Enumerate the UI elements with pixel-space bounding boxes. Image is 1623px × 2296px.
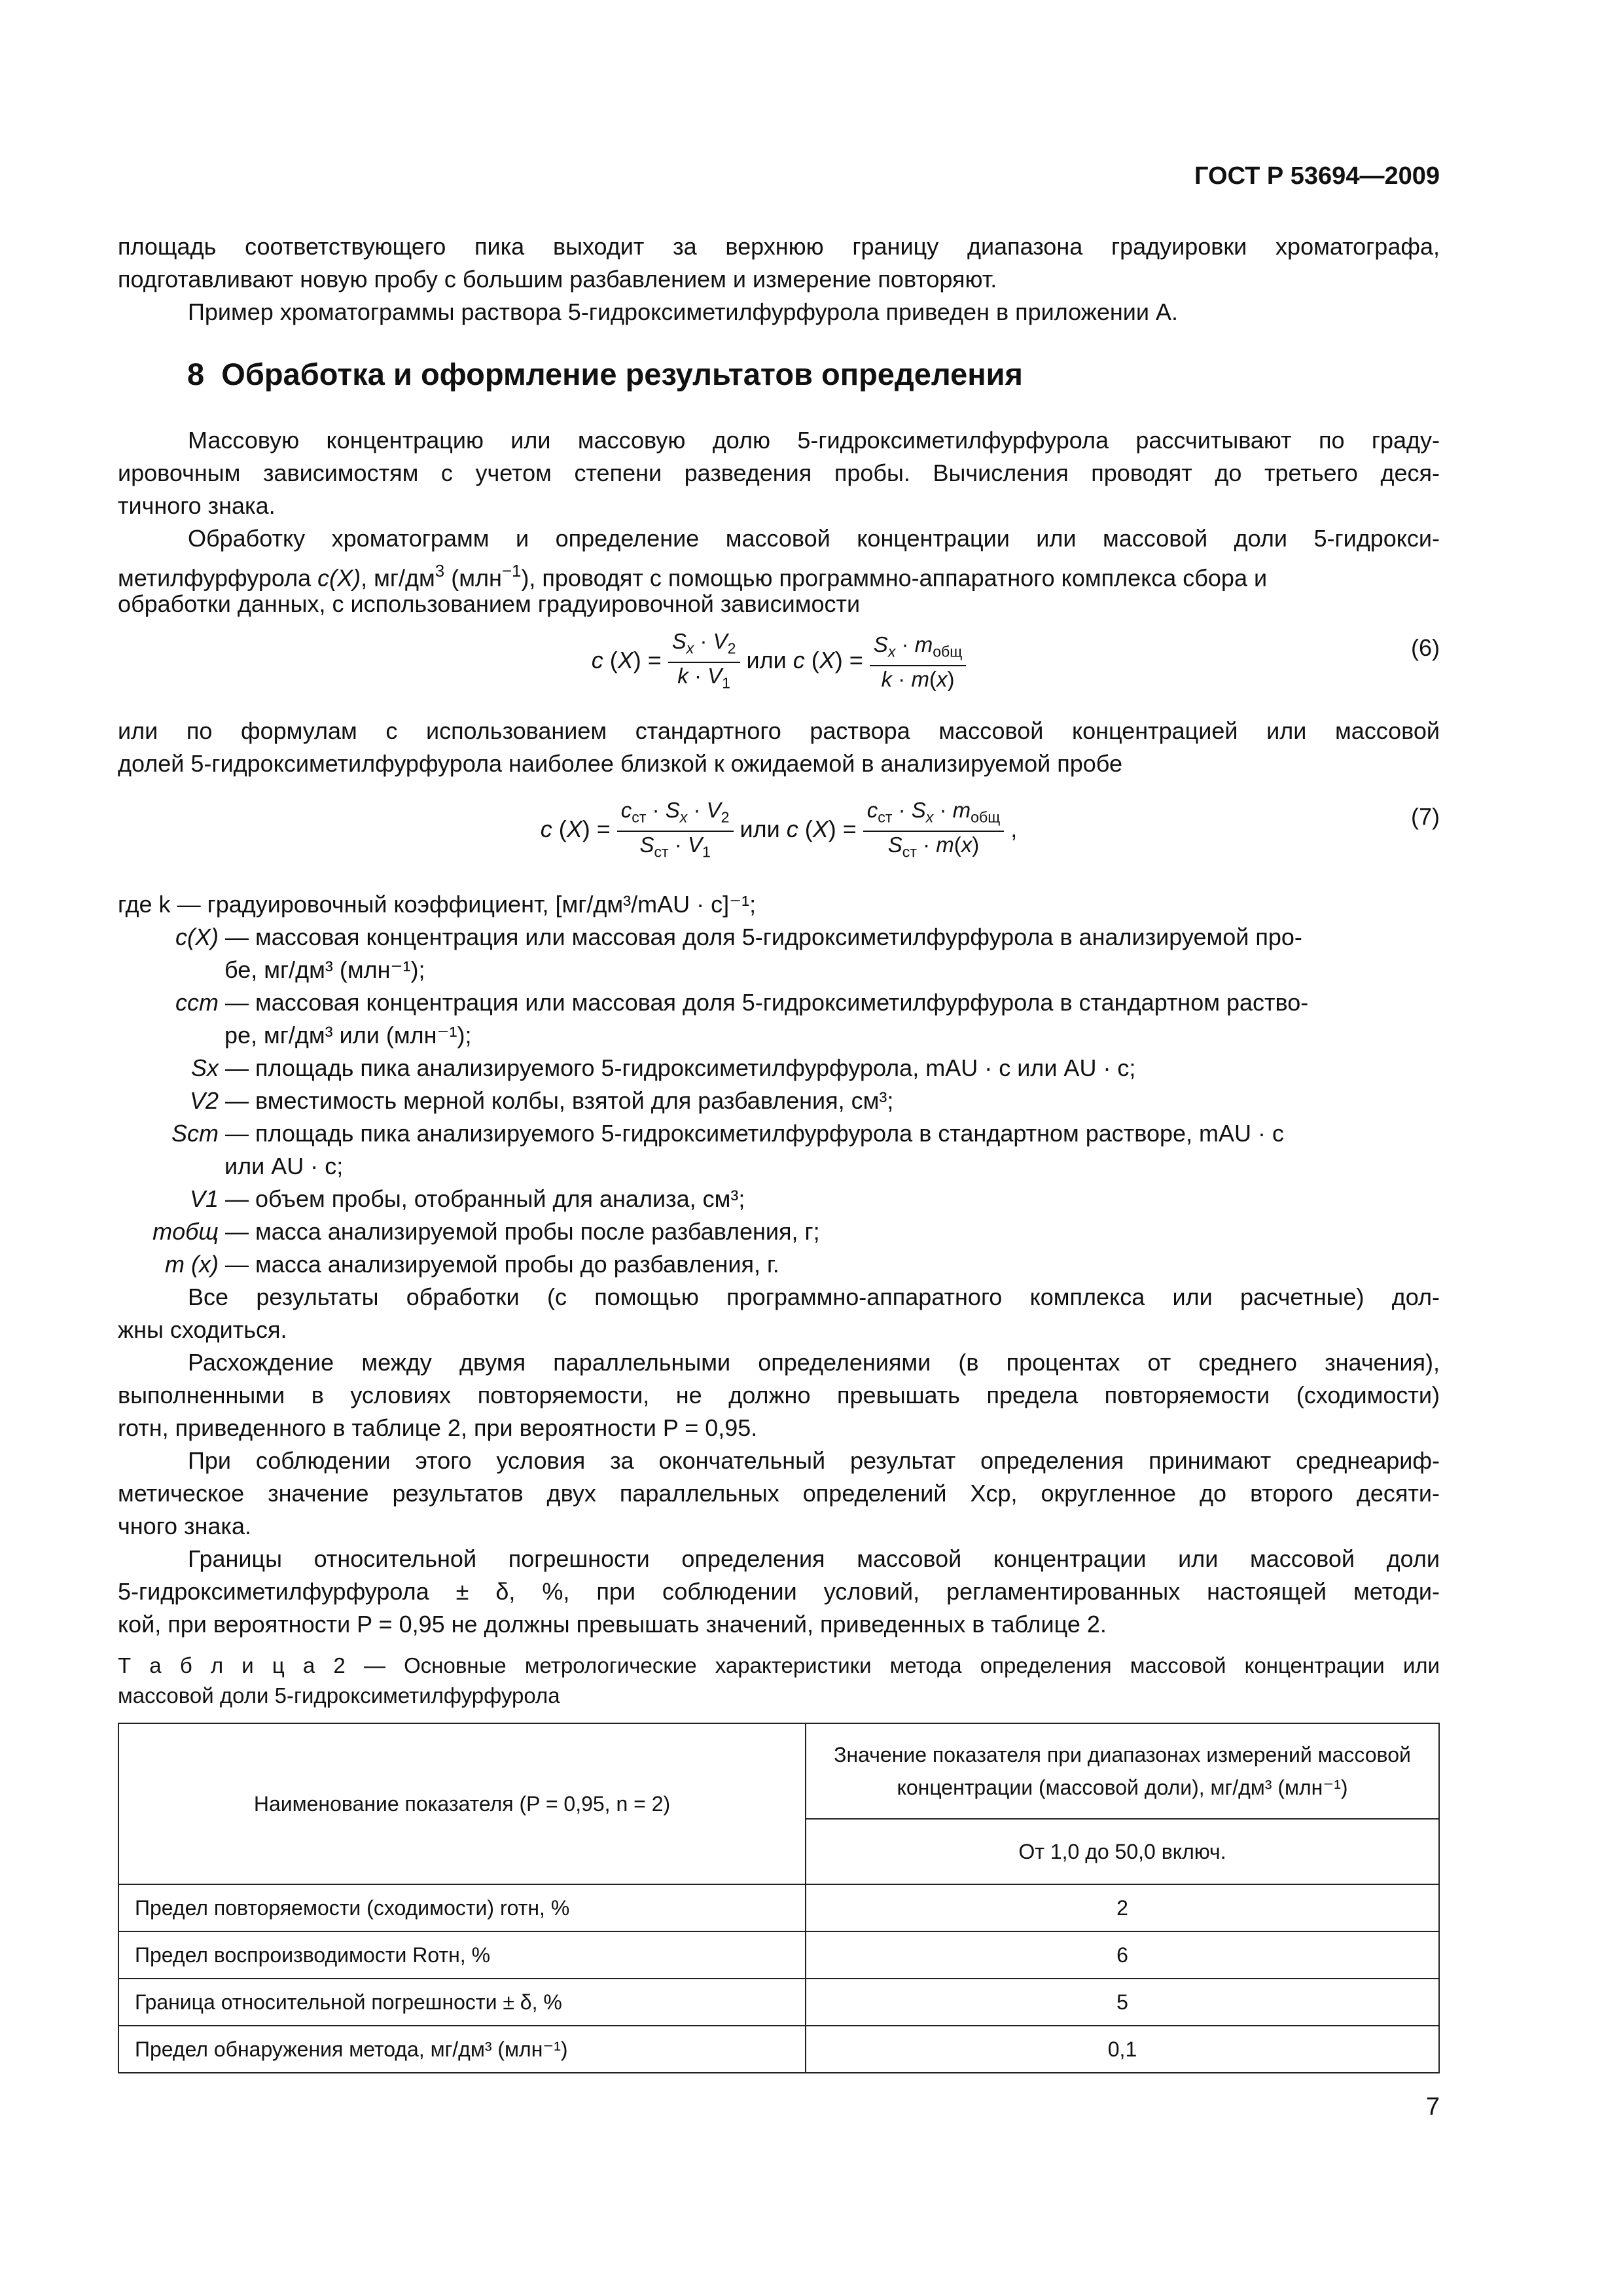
formula-number: (6) — [1411, 634, 1440, 661]
text-line: метилфурфурола c(X), $мг/дм^3$ (млн$^{-1}$), проводят с помощью программно-аппаратного комплекса сбора и — [118, 562, 1268, 592]
table-cell: Предел обнаружения метода, мг/дм³ (млн⁻¹) — [118, 2026, 806, 2073]
legend-text: — масса анализируемой пробы после разбавления, г; — [225, 1218, 820, 1245]
text-line: Т а б л и ц а 2 — Основные метрологические характеристики метода определения массовой концентрации или — [118, 1653, 1440, 1677]
paragraph — [118, 715, 1440, 780]
text-line: При соблюдении этого условия за окончательный результат определения принимают среднеариф- — [188, 1447, 1440, 1474]
paragraph — [118, 1346, 1440, 1444]
text-line: 5-гидроксиметилфурфурола ± δ, %, при соблюдении условий, регламентированных настоящей методи- — [118, 1578, 1440, 1605]
text-line: тичного знака. — [118, 492, 276, 519]
table-header-cell — [806, 1723, 1439, 1819]
table-row — [118, 2026, 1439, 2073]
paragraph — [118, 1444, 1440, 1543]
text-line: Обработку хроматограмм и определение массовой концентрации или массовой доли 5-гидрокси- — [188, 525, 1440, 552]
table-row — [118, 1884, 1439, 1931]
section-title: 8 Обработка и оформление результатов определения — [187, 357, 1023, 391]
text-span: , мг/дм — [361, 564, 435, 592]
legend-symbol: Sст — [171, 1120, 219, 1147]
legend-continuation: или AU · с; — [224, 1153, 344, 1179]
formula-connector: или — [740, 816, 780, 843]
legend-text: — площадь пика анализируемого 5-гидроксиметилфурфурола в стандартном растворе, mAU · с — [225, 1120, 1285, 1147]
legend-text: — градуировочный коэффициент, [мг/дм³/mAU · с]⁻¹; — [177, 891, 757, 918]
text-span: (млн — [444, 564, 502, 592]
text-line: долей 5-гидроксиметилфурфурола наиболее близкой к ожидаемой в анализируемой пробе — [118, 750, 1123, 777]
legend-item — [118, 1052, 1440, 1085]
paragraph — [118, 1281, 1440, 1346]
metrology-table — [118, 1723, 1440, 2073]
symbol-cx: c(X) — [317, 564, 361, 592]
table-cell: 5 — [806, 1979, 1439, 2026]
document-standard-number: ГОСТ Р 53694—2009 — [1194, 162, 1440, 190]
legend-text: — вместимость мерной колбы, взятой для разбавления, см³; — [225, 1087, 894, 1114]
text-line: ировочным зависимостям с учетом степени разведения пробы. Вычисления проводят до третьего деся- — [118, 459, 1440, 486]
page-number: 7 — [1425, 2093, 1440, 2121]
legend-text: — объем пробы, отобранный для анализа, см³; — [225, 1185, 745, 1212]
text-line: жны сходиться. — [118, 1316, 287, 1343]
legend-text: — массовая концентрация или массовая доля 5-гидроксиметилфурфурола в анализируемой про- — [225, 924, 1302, 950]
text-span: метилфурфурола — [118, 564, 312, 592]
formula-number: (7) — [1411, 803, 1440, 830]
legend-continuation: ре, мг/дм³ или (млн⁻¹); — [224, 1022, 472, 1049]
legend-symbol: V2 — [189, 1087, 219, 1114]
legend-item — [118, 888, 1440, 921]
legend-item — [118, 1215, 1440, 1248]
paragraph — [118, 1543, 1440, 1641]
fraction: $\frac{S_x \cdot m_{общ}}{k \cdot m(x)}$ — [870, 632, 966, 692]
table-row — [118, 1931, 1439, 1979]
formula-connector: или — [746, 647, 787, 674]
legend-symbol: m (x) — [165, 1251, 219, 1278]
table-header-cell: Наименование показателя (P = 0,95, n = 2) — [118, 1723, 806, 1884]
table-cell: Предел повторяемости (сходимости) rотн, % — [118, 1884, 806, 1931]
table-row — [118, 1979, 1439, 2026]
fraction: $\frac{c_{ст} \cdot S_x \cdot V_2}{S_{ст} \cdot V_1}$ — [617, 797, 734, 865]
text-line: выполненными в условиях повторяемости, не должно превышать предела повторяемости (сходимости) — [118, 1382, 1440, 1408]
legend-symbol: cст — [175, 989, 219, 1016]
intro-paragraph — [118, 230, 1440, 329]
legend-text: — массовая концентрация или массовая доля 5-гидроксиметилфурфурола в стандартном раство- — [225, 989, 1309, 1016]
text-line: кой, при вероятности P = 0,95 не должны превышать значений, приведенных в таблице 2. — [118, 1611, 1107, 1638]
legend-symbol: c(X) — [175, 924, 219, 950]
header-line: Значение показателя при диапазонах измерений массовой — [834, 1743, 1411, 1767]
text-line: метическое значение результатов двух параллельных определений Xср, округленное до второго десяти- — [118, 1480, 1440, 1507]
formula-7: c (X) = $\frac{c_{ст} \cdot S_x \cdot V_2}{S_{ст} \cdot V_1}$ или c (X) = $\frac{c_{ст} \cdot S_x \cdot m_{общ}}{S_{ст} \cdot m(x)}$ , — [118, 797, 1440, 865]
text-line: чного знака. — [118, 1513, 251, 1539]
legend-item — [118, 1117, 1440, 1150]
fraction: $\frac{S_x \cdot V_2}{k \cdot V_1}$ — [668, 628, 740, 696]
paragraph — [118, 522, 1440, 620]
legend-item — [118, 921, 1440, 954]
text-line: Все результаты обработки (с помощью программно-аппаратного комплекса или расчетные) дол- — [188, 1283, 1440, 1310]
table-cell: 6 — [806, 1931, 1439, 1979]
table-cell: 0,1 — [806, 2026, 1439, 2073]
legend-item — [118, 1085, 1440, 1117]
text-line: или по формулам с использованием стандартного раствора массовой концентрацией или массовой — [118, 717, 1440, 744]
text-line: площадь соответствующего пика выходит за верхнюю границу диапазона градуировки хроматографа, — [118, 233, 1440, 260]
text-line: Пример хроматограммы раствора 5-гидроксиметилфурфурола приведен в приложении А. — [188, 298, 1178, 325]
legend-item — [118, 986, 1440, 1019]
legend-continuation: бе, мг/дм³ (млн⁻¹); — [224, 956, 425, 983]
fraction: $\frac{c_{ст} \cdot S_x \cdot m_{общ}}{S_{ст} \cdot m(x)}$ — [863, 797, 1004, 865]
legend-text: — масса анализируемой пробы до разбавления, г. — [225, 1251, 779, 1278]
header-line: концентрации (массовой доли), мг/дм³ (млн⁻¹) — [897, 1776, 1348, 1799]
text-line: массовой доли 5-гидроксиметилфурфурола — [118, 1683, 560, 1708]
text-line: rотн, приведенного в таблице 2, при вероятности P = 0,95. — [118, 1414, 758, 1441]
text-line: Массовую концентрацию или массовую долю 5-гидроксиметилфурфурола рассчитывают по граду- — [188, 427, 1440, 454]
formula-6: c (X) = $\frac{S_x \cdot V_2}{k \cdot V_1}$ или c (X) = $\frac{S_x \cdot m_{общ}}{k \cdot m(x)}$ — [118, 628, 1440, 696]
text-line: Границы относительной погрешности определения массовой концентрации или массовой доли — [188, 1545, 1440, 1572]
legend-symbol: Sx — [190, 1054, 219, 1081]
table-caption — [118, 1651, 1440, 1711]
legend-item — [118, 1248, 1440, 1281]
text-span: ), проводят с помощью программно-аппаратного комплекса сбора и — [521, 564, 1268, 592]
legend-symbol: где k — [118, 891, 171, 918]
legend-text: — площадь пика анализируемого 5-гидроксиметилфурфурола, mAU · с или AU · с; — [225, 1054, 1136, 1081]
text-line: Расхождение между двумя параллельными определениями (в процентах от среднего значения), — [188, 1349, 1440, 1376]
legend-symbol: mобщ — [152, 1218, 219, 1245]
paragraph — [118, 424, 1440, 522]
table-header-row — [118, 1723, 1439, 1819]
text-line: подготавливают новую пробу с большим разбавлением и измерение повторяют. — [118, 266, 997, 293]
table-cell: Граница относительной погрешности ± δ, % — [118, 1979, 806, 2026]
table-cell: 2 — [806, 1884, 1439, 1931]
table-cell: Предел воспроизводимости Rотн, % — [118, 1931, 806, 1979]
legend-item — [118, 1183, 1440, 1215]
table-header-cell: От 1,0 до 50,0 включ. — [806, 1819, 1439, 1884]
legend-symbol: V1 — [189, 1185, 219, 1212]
text-line: обработки данных, с использованием градуировочной зависимости — [118, 590, 861, 617]
